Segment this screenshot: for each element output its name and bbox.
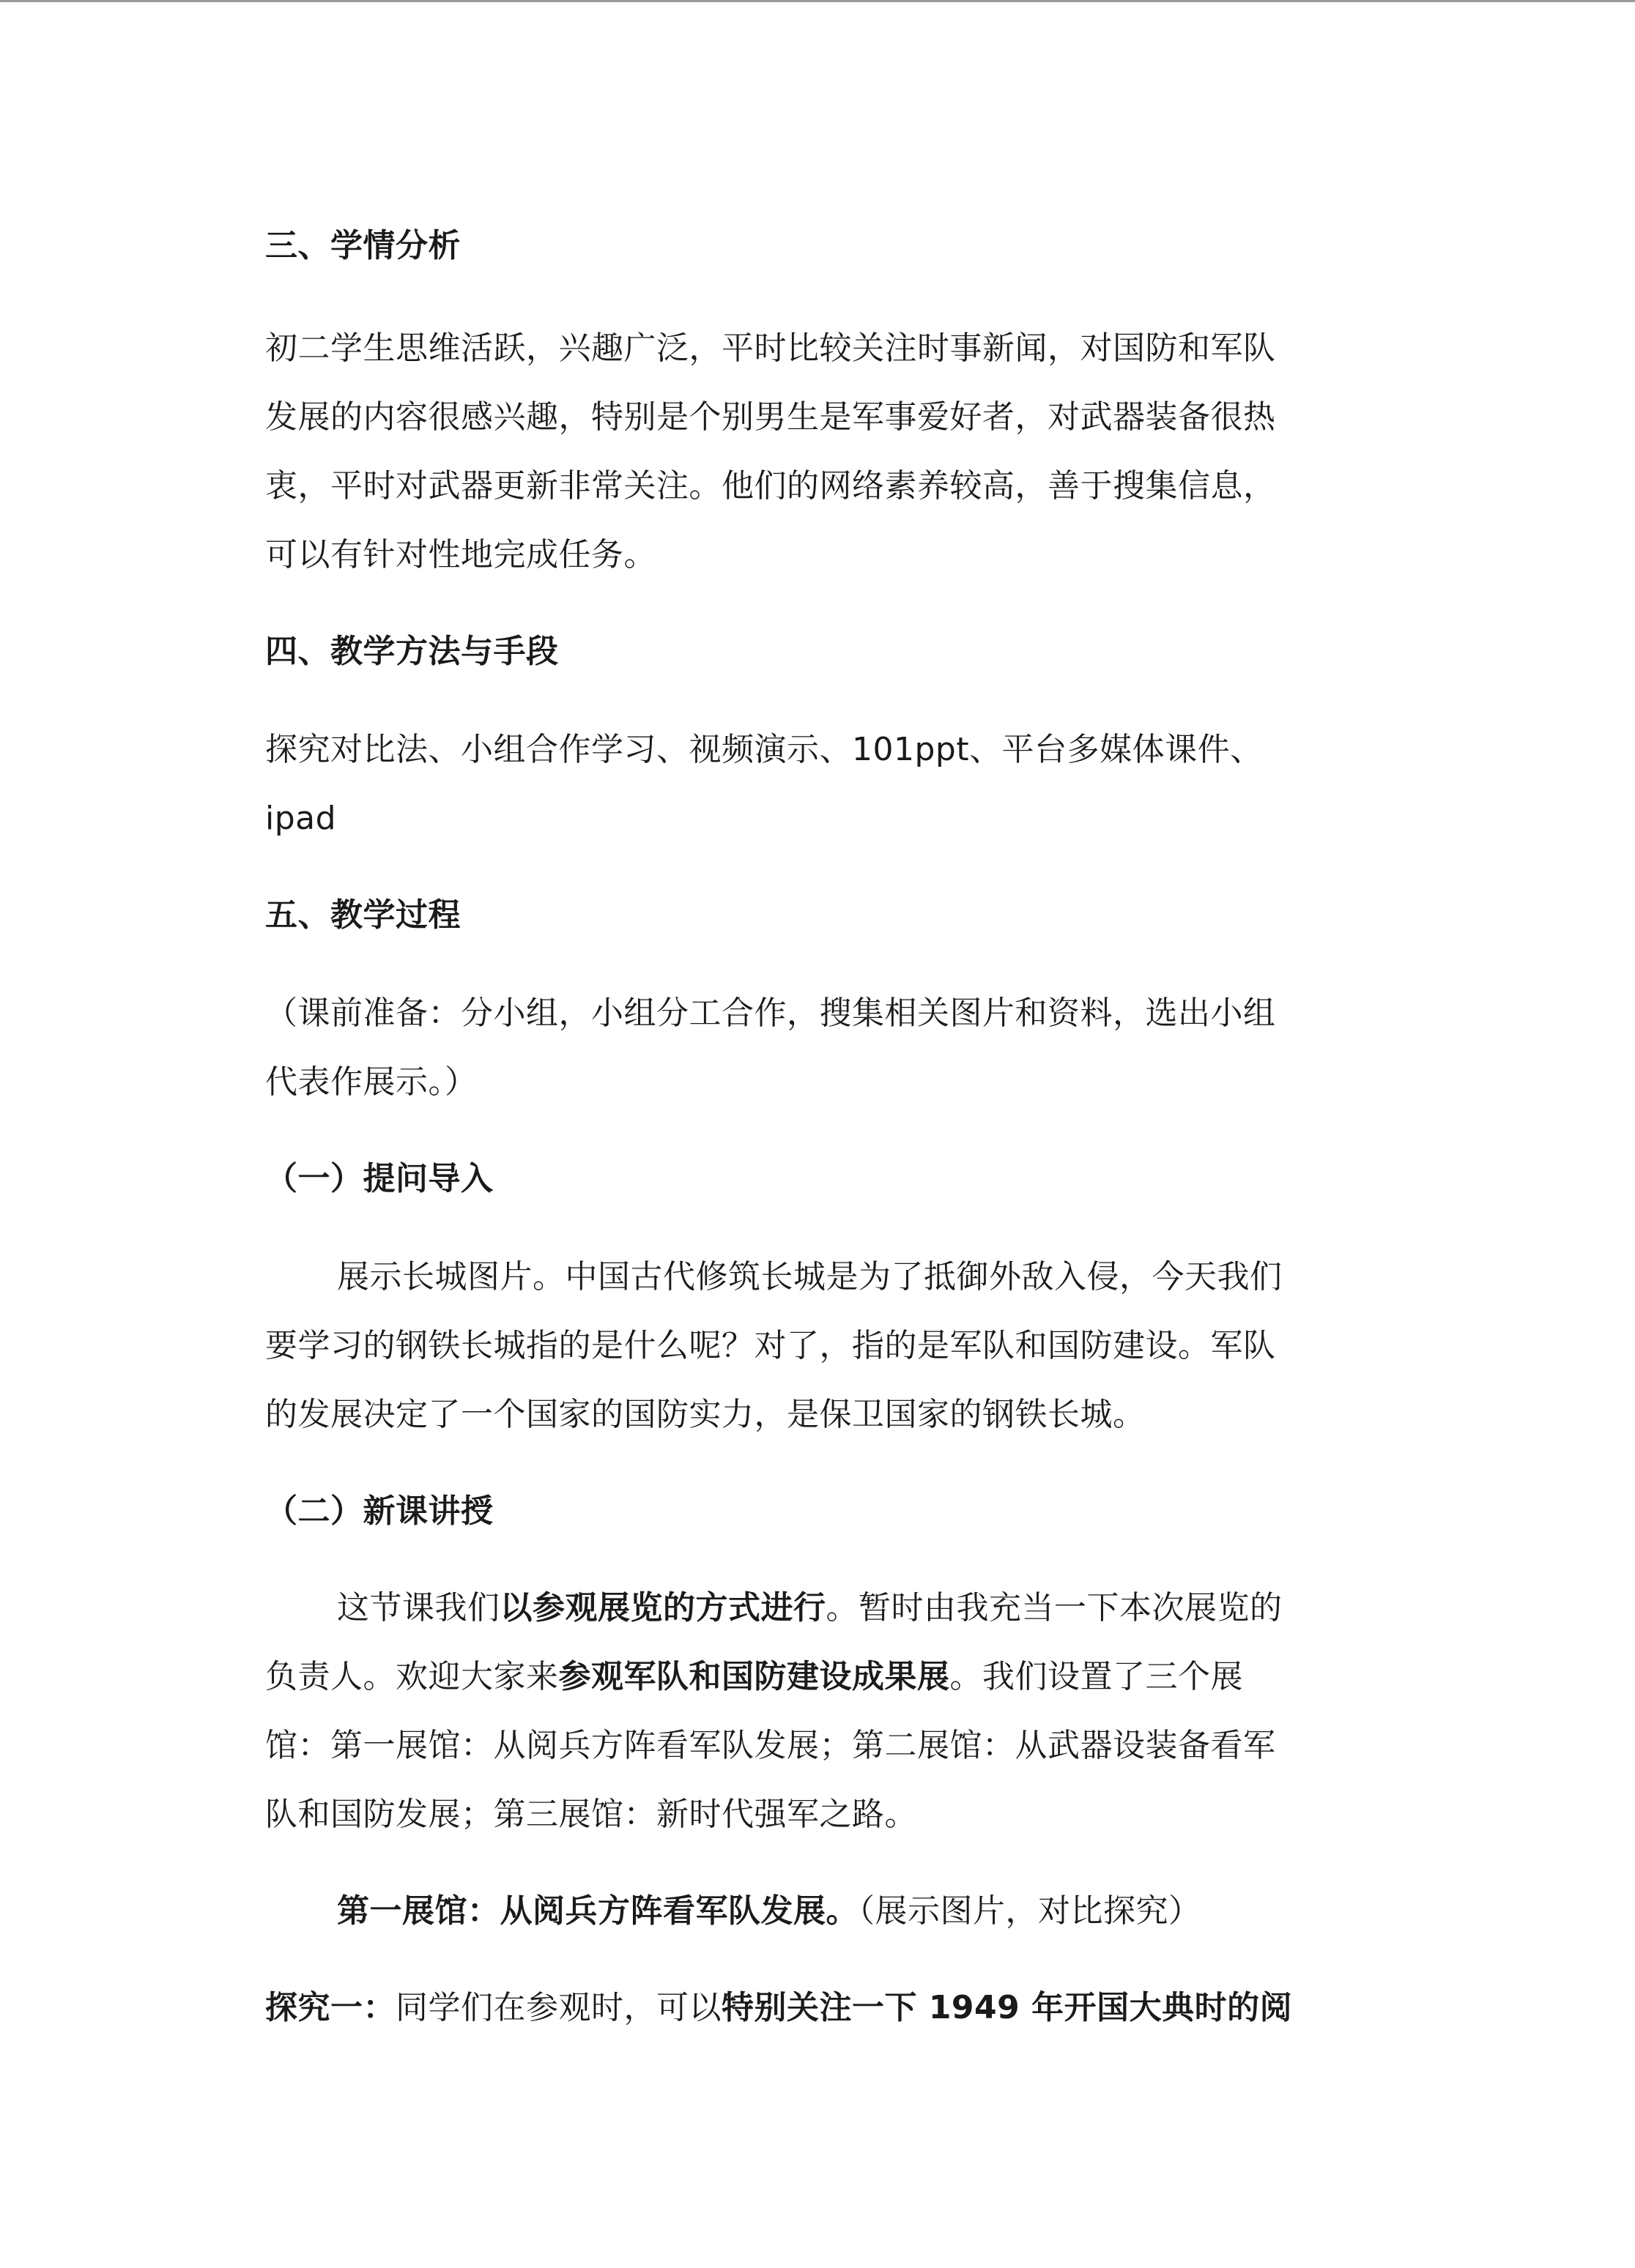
paragraph-line	[265, 1655, 1243, 1699]
subsection-heading-new-lesson: （二）新课讲授	[265, 1492, 494, 1530]
bold-text-run: 第一展馆：从阅兵方阵看军队发展。	[337, 1892, 859, 1930]
paragraph-line: 发展的内容很感兴趣，特别是个别男生是军事爱好者，对武器装备很热	[265, 398, 1276, 436]
paragraph-line: 可以有针对性地完成任务。	[265, 536, 656, 573]
paragraph-line: 展示长城图片。中国古代修筑长城是为了抵御外敌入侵，今天我们	[337, 1258, 1283, 1295]
text-run: 负责人。欢迎大家来	[265, 1658, 559, 1695]
text-run: （展示图片，对比探究）	[859, 1892, 1201, 1930]
paragraph-line: 队和国防发展；第三展馆：新时代强军之路。	[265, 1796, 917, 1833]
paragraph-line: 衷，平时对武器更新非常关注。他们的网络素养较高，善于搜集信息，	[265, 467, 1276, 505]
paragraph-line: 馆：第一展馆：从阅兵方阵看军队发展；第二展馆：从武器设装备看军	[265, 1727, 1276, 1764]
section-heading-teaching-methods: 四、教学方法与手段	[265, 633, 559, 670]
section-heading-learning-analysis: 三、学情分析	[265, 227, 461, 264]
subsection-heading-intro: （一）提问导入	[265, 1160, 494, 1197]
bold-text-run: 特别关注一下 1949 年开国大典时的阅	[722, 1989, 1293, 2026]
paragraph-line: 的发展决定了一个国家的国防实力，是保卫国家的钢铁长城。	[265, 1396, 1146, 1433]
bold-text-run: 以参观展览的方式进行	[500, 1589, 826, 1626]
paragraph-line	[337, 1586, 1283, 1630]
text-run: 。暂时由我充当一下本次展览的	[826, 1589, 1283, 1626]
section-heading-teaching-process: 五、教学过程	[265, 896, 461, 934]
paragraph-line	[265, 1986, 1292, 2030]
top-border-line	[0, 0, 1635, 2]
text-run: 同学们在参观时，可以	[396, 1989, 722, 2026]
bold-text-run: 参观军队和国防建设成果展	[558, 1658, 950, 1695]
paragraph-line: 代表作展示。）	[265, 1063, 478, 1101]
paragraph-line	[337, 1889, 1201, 1933]
bold-text-run: 探究一：	[265, 1989, 396, 2026]
text-run: 这节课我们	[337, 1589, 500, 1626]
paragraph-line: ipad	[265, 800, 337, 837]
paragraph-line: 探究对比法、小组合作学习、视频演示、101ppt、平台多媒体课件、	[265, 731, 1263, 768]
paragraph-line: （课前准备：分小组，小组分工合作，搜集相关图片和资料，选出小组	[265, 994, 1276, 1032]
paragraph-line: 要学习的钢铁长城指的是什么呢？对了，指的是军队和国防建设。军队	[265, 1327, 1276, 1364]
paragraph-line: 初二学生思维活跃，兴趣广泛，平时比较关注时事新闻，对国防和军队	[265, 330, 1276, 367]
text-run: 。我们设置了三个展	[949, 1658, 1243, 1695]
